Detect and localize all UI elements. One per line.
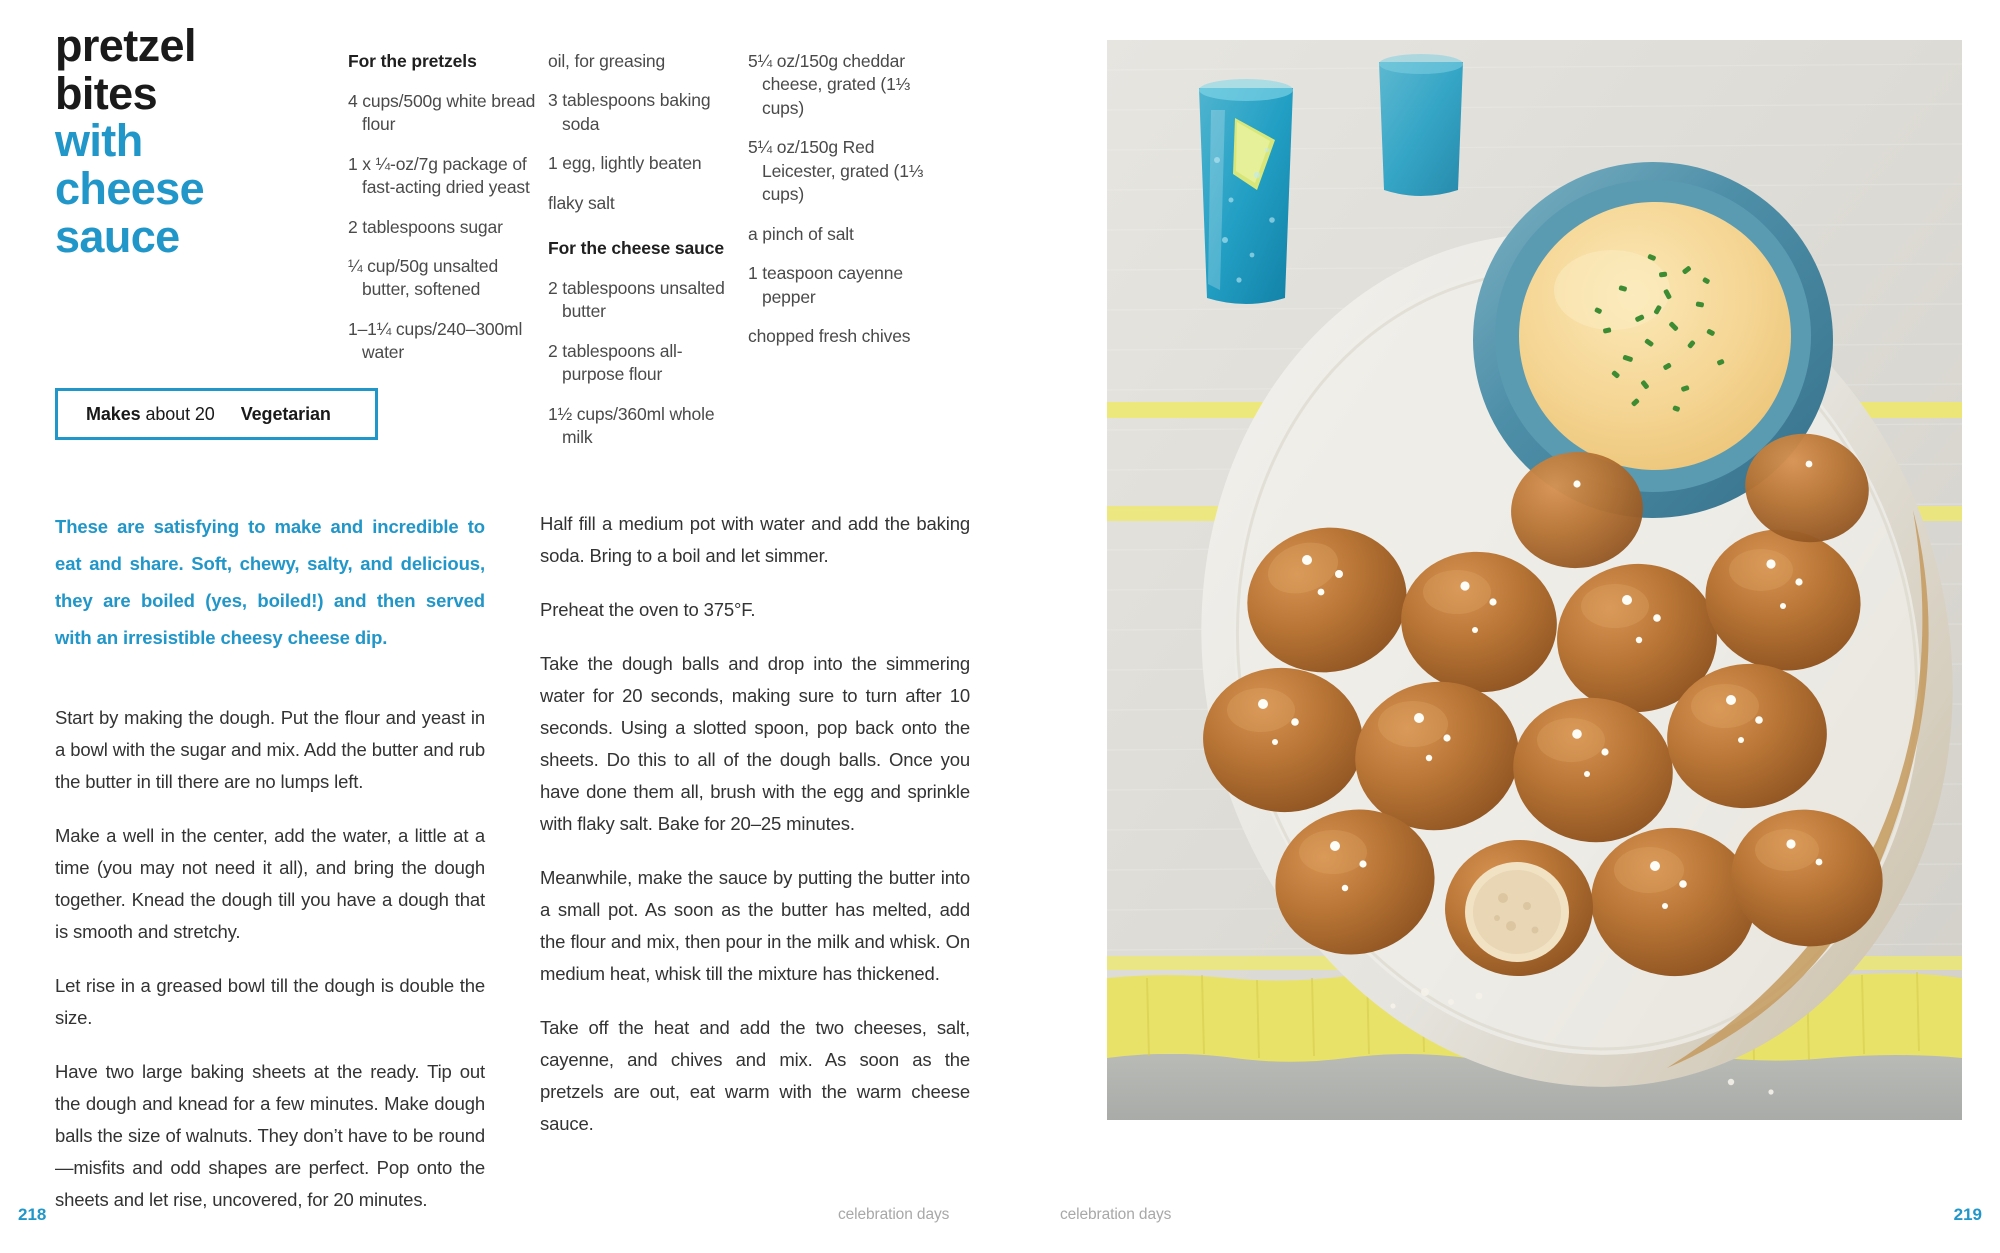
ingredient-column-1: [348, 50, 548, 466]
ingredient-item: 5¼ oz/150g cheddar cheese, grated (1⅓ cups): [748, 51, 911, 118]
intro-paragraph: These are satisfying to make and incredible to eat and share. Soft, chewy, salty, and delicious, they are boiled (yes, boiled!) and then served with an irresistible cheesy cheese dip.: [55, 516, 485, 648]
ingredient-item: 2 tablespoons sugar: [348, 216, 503, 237]
running-head-right: celebration days: [1060, 1206, 1172, 1223]
makes-value: about 20: [145, 403, 215, 424]
ingredient-item: 1 teaspoon cayenne pepper: [748, 263, 903, 307]
cheese-sauce: [1519, 202, 1791, 470]
ingredient-column-3: [748, 50, 958, 466]
title-line-2: bites: [55, 67, 158, 119]
running-head-left: celebration days: [838, 1206, 950, 1223]
title-line-3: with: [55, 115, 143, 167]
method-paragraph: Take off the heat and add the two cheeses, salt, cayenne, and chives and mix. As soon as the pretzels are out, eat warm with the warm cheese sauce.: [540, 1017, 970, 1134]
ingredient-item: 5¼ oz/150g Red Leicester, grated (1⅓ cups): [748, 137, 924, 205]
title-line-5: sauce: [55, 210, 180, 262]
makes-label-group: [86, 404, 215, 425]
method-paragraph: Start by making the dough. Put the flour and yeast in a bowl with the sugar and mix. Add the butter and rub the butter in till there are no lumps left.: [55, 707, 485, 792]
yield-badge: [55, 388, 378, 440]
ingredient-heading-cheese-sauce: For the cheese sauce: [548, 238, 724, 259]
method-column-right: [540, 508, 970, 1216]
ingredients-list: [348, 50, 988, 466]
method-paragraph: Preheat the oven to 375°F.: [540, 599, 756, 620]
method-paragraph: Take the dough balls and drop into the simmering water for 20 seconds, making sure to turn after 10 seconds. Using a slotted spoon, pop back onto the sheets. Do this to all of the dough balls. Once you have done them all, brush with the egg and sprinkle with flaky salt. Bake for 20–25 minutes.: [540, 653, 970, 834]
recipe-photo: [1107, 40, 1962, 1120]
method-paragraph: Have two large baking sheets at the ready. Tip out the dough and knead for a few minutes. Make dough balls the size of walnuts. They don’t have to be round—misfits and odd shapes are perfect. Pop onto the sheets and let rise, uncovered, for 20 minutes.: [55, 1061, 485, 1210]
ingredient-item: ¼ cup/50g unsalted butter, softened: [348, 255, 499, 300]
method-paragraph: Half fill a medium pot with water and add the baking soda. Bring to a boil and let simmer.: [540, 513, 970, 566]
blue-tumbler-back: [1379, 54, 1463, 196]
title-line-1: pretzel: [55, 20, 196, 71]
method-column-left: [55, 508, 485, 1216]
ingredient-item: oil, for greasing: [548, 51, 666, 71]
ingredient-item: 3 tablespoons baking soda: [548, 90, 711, 134]
method-paragraph: Let rise in a greased bowl till the dough is double the size.: [55, 975, 485, 1028]
ingredient-item: 4 cups/500g white bread flour: [348, 90, 536, 135]
method-paragraph: Meanwhile, make the sauce by putting the butter into a small pot. As soon as the butter has melted, add the flour and mix, then pour in the milk and whisk. On medium heat, whisk till the mixture has thickened.: [540, 867, 970, 984]
recipe-title: [55, 22, 325, 260]
ingredient-item: 1½ cups/360ml whole milk: [548, 403, 715, 448]
title-line-4: cheese: [55, 163, 205, 215]
page-number-right: 219: [1953, 1205, 1982, 1224]
page-number-left: 218: [18, 1205, 47, 1224]
ingredient-column-2: [548, 50, 748, 466]
makes-label: Makes: [86, 403, 141, 424]
recipe-photo-illustration: [1107, 40, 1962, 1120]
method-columns: [55, 508, 990, 1216]
ingredient-item: 1 x ¼-oz/7g package of fast-acting dried yeast: [348, 153, 530, 198]
ingredient-heading-pretzels: For the pretzels: [348, 51, 477, 71]
ingredient-item: 1–1¼ cups/240–300ml water: [348, 318, 523, 363]
ingredient-item: chopped fresh chives: [748, 325, 911, 346]
ingredient-item: 2 tablespoons all-purpose flour: [548, 340, 683, 385]
method-paragraph: Make a well in the center, add the water, a little at a time (you may not need it all), and bring the dough together. Knead the dough till you have a dough that is smooth and stretchy.: [55, 825, 485, 942]
ingredient-item: 2 tablespoons unsalted butter: [548, 277, 725, 322]
blue-tumbler-front: [1199, 79, 1293, 304]
diet-tag: Vegetarian: [240, 403, 331, 424]
ingredient-item: a pinch of salt: [748, 223, 854, 244]
right-page: [1085, 0, 2000, 1253]
ingredient-item: 1 egg, lightly beaten: [548, 153, 702, 174]
ingredient-item: flaky salt: [548, 192, 615, 213]
